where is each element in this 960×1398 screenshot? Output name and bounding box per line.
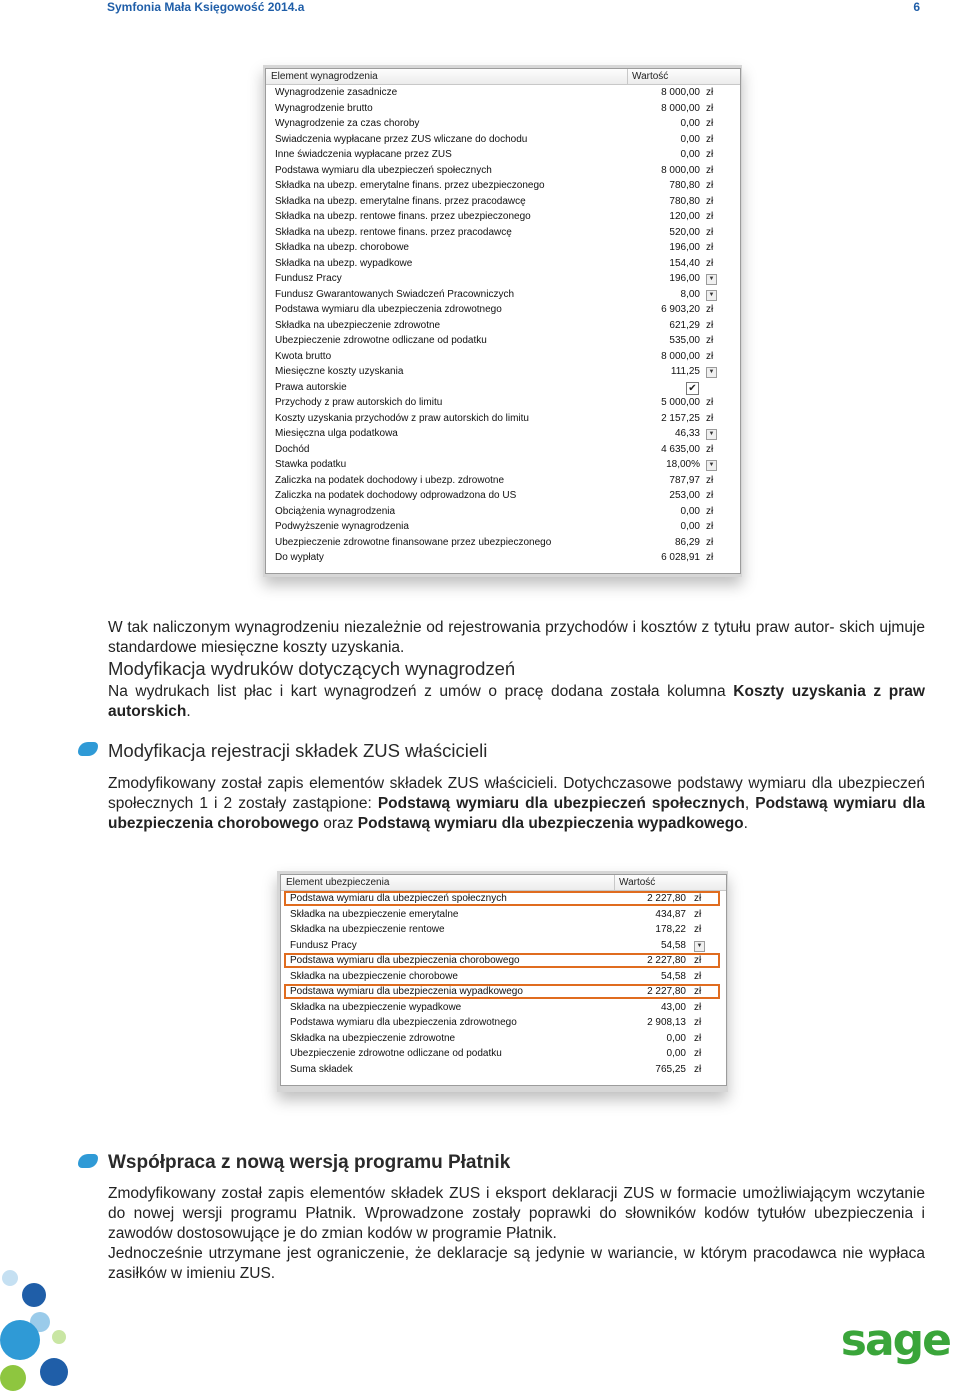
table-row[interactable] xyxy=(266,550,740,566)
row-label: Ubezpieczenie zdrowotne odliczane od podatku xyxy=(275,335,487,347)
row-currency: zł xyxy=(706,412,714,424)
section-title-zus-owners: Modyfikacja rejestracji składek ZUS właścicieli xyxy=(108,740,488,761)
row-label: Miesięczna ulga podatkowa xyxy=(275,428,398,440)
header-title: Symfonia Mała Księgowość 2014.a xyxy=(107,0,305,14)
row-currency: zł xyxy=(706,319,714,331)
table-row[interactable] xyxy=(266,411,740,427)
decor-circle xyxy=(0,1365,26,1391)
paragraph-zus-owners xyxy=(108,774,925,834)
table-row[interactable] xyxy=(281,953,726,969)
chevron-down-icon[interactable]: ▼ xyxy=(706,274,717,285)
row-currency: zł xyxy=(706,443,714,455)
row-value[interactable]: 0,00 xyxy=(680,149,700,161)
table-row[interactable] xyxy=(266,535,740,551)
row-value[interactable]: 54,58 xyxy=(660,939,686,951)
row-currency: zł xyxy=(694,986,702,998)
row-value[interactable]: 196,00 xyxy=(669,242,700,254)
row-currency: zł xyxy=(694,970,702,982)
row-currency: zł xyxy=(694,924,702,936)
row-label: Inne świadczenia wypłacane przez ZUS xyxy=(275,149,452,161)
column-header-element[interactable]: Element wynagrodzenia xyxy=(266,69,628,84)
checkbox[interactable]: ✔ xyxy=(686,382,699,395)
table-row[interactable] xyxy=(281,891,726,907)
table-row[interactable] xyxy=(266,85,740,101)
row-label: Wynagrodzenie brutto xyxy=(275,102,373,114)
row-value[interactable]: 2 227,80 xyxy=(647,893,686,905)
row-value[interactable]: 0,00 xyxy=(680,521,700,533)
row-currency: zł xyxy=(706,536,714,548)
text: , xyxy=(744,795,756,812)
row-value[interactable]: 8,00 xyxy=(680,288,700,300)
row-currency: zł xyxy=(694,955,702,967)
chevron-down-icon[interactable]: ▼ xyxy=(706,429,717,440)
row-value[interactable]: 765,25 xyxy=(655,1063,686,1075)
row-label: Obciążenia wynagrodzenia xyxy=(275,505,396,517)
row-currency: zł xyxy=(706,474,714,486)
row-label: Miesięczne koszty uzyskania xyxy=(275,366,404,378)
row-currency: zł xyxy=(706,350,714,362)
highlight-frame xyxy=(284,984,720,999)
table-row[interactable] xyxy=(281,938,726,954)
decor-circle xyxy=(40,1358,68,1386)
decor-circle xyxy=(22,1283,46,1307)
row-value[interactable]: 787,97 xyxy=(669,474,700,486)
table-row[interactable] xyxy=(266,209,740,225)
row-value[interactable]: 111,25 xyxy=(670,366,700,378)
paragraph-intro: W tak naliczonym wynagrodzeniu niezależnie od rejestrowania przychodów i kosztów z tytułu praw autor- skich ujmuje standardowe miesięczne koszty uzyskania. xyxy=(108,619,925,656)
table-row[interactable] xyxy=(281,1000,726,1016)
row-value[interactable]: 535,00 xyxy=(669,335,700,347)
table-row[interactable] xyxy=(266,380,740,396)
row-currency: zł xyxy=(706,87,714,99)
row-value[interactable]: 18,00% xyxy=(666,459,700,471)
table-row[interactable] xyxy=(266,519,740,535)
table-row[interactable] xyxy=(266,426,740,442)
grid-header xyxy=(281,875,726,891)
table-row[interactable] xyxy=(266,240,740,256)
text: . xyxy=(743,815,748,832)
chevron-down-icon[interactable]: ▼ xyxy=(706,290,717,301)
table-row[interactable] xyxy=(266,473,740,489)
row-currency: zł xyxy=(706,521,714,533)
grid-rows xyxy=(281,891,726,1077)
row-currency: zł xyxy=(706,505,714,517)
table-row[interactable] xyxy=(266,395,740,411)
row-label: Suma składek xyxy=(290,1063,353,1075)
paragraph-platnik-2: Jednocześnie utrzymane jest ograniczenie, że deklaracje są jedynie w wariancie, w którym pracodawca nie wypłaca zasiłków w imieniu ZUS. xyxy=(108,1245,925,1282)
row-currency: zł xyxy=(706,335,714,347)
row-currency: zł xyxy=(706,257,714,269)
row-currency: zł xyxy=(694,1017,702,1029)
decor-circle xyxy=(0,1320,40,1360)
row-label: Składka na ubezp. emerytalne finans. przez ubezpieczonego xyxy=(275,180,545,192)
row-label: Podstawa wymiaru dla ubezpieczeń społecznych xyxy=(275,164,492,176)
table-row[interactable] xyxy=(266,504,740,520)
row-currency: zł xyxy=(706,397,714,409)
row-value[interactable]: 8 000,00 xyxy=(661,164,700,176)
page-header xyxy=(0,0,960,16)
table-row[interactable] xyxy=(266,442,740,458)
row-value[interactable]: 0,00 xyxy=(680,505,700,517)
row-label: Wynagrodzenie za czas choroby xyxy=(275,118,420,130)
row-value[interactable]: 0,00 xyxy=(666,1032,686,1044)
row-label: Prawa autorskie xyxy=(275,381,347,393)
row-value[interactable]: 6 903,20 xyxy=(661,304,700,316)
row-label: Dochód xyxy=(275,443,310,455)
bold-text: Koszty uzyskania z praw autorskich xyxy=(108,683,925,720)
row-label: Składka na ubezpieczenie zdrowotne xyxy=(275,319,441,331)
table-row[interactable] xyxy=(266,271,740,287)
grid-header xyxy=(266,69,740,85)
row-value[interactable]: 0,00 xyxy=(666,1048,686,1060)
row-label: Koszty uzyskania przychodów z praw autorskich do limitu xyxy=(275,412,529,424)
row-label: Do wypłaty xyxy=(275,552,324,564)
row-value[interactable]: 2 908,13 xyxy=(647,1017,686,1029)
row-label: Podstawa wymiaru dla ubezpieczenia chorobowego xyxy=(290,955,520,967)
row-value[interactable]: 8 000,00 xyxy=(661,102,700,114)
row-value[interactable]: 196,00 xyxy=(669,273,700,285)
row-label: Ubezpieczenie zdrowotne odliczane od podatku xyxy=(290,1048,502,1060)
text: Na wydrukach list płac i kart wynagrodzeń z umów o pracę dodana została kolumna xyxy=(108,683,734,700)
highlight-frame xyxy=(284,953,720,968)
row-currency: zł xyxy=(706,195,714,207)
row-value[interactable]: 780,80 xyxy=(669,180,700,192)
table-row[interactable] xyxy=(266,364,740,380)
table-row[interactable] xyxy=(266,302,740,318)
row-label: Składka na ubezp. rentowe finans. przez ubezpieczonego xyxy=(275,211,531,223)
row-value[interactable]: 434,87 xyxy=(655,908,686,920)
column-header-value[interactable]: Wartość xyxy=(619,877,656,888)
row-value[interactable]: 43,00 xyxy=(660,1001,686,1013)
row-label: Kwota brutto xyxy=(275,350,332,362)
highlight-frame xyxy=(284,891,720,906)
row-label: Składka na ubezp. emerytalne finans. przez pracodawcę xyxy=(275,195,526,207)
column-header-element[interactable]: Element ubezpieczenia xyxy=(281,875,615,890)
row-currency: zł xyxy=(706,226,714,238)
row-label: Podwyższenie wynagrodzenia xyxy=(275,521,409,533)
decor-circle xyxy=(52,1330,66,1344)
table-row[interactable] xyxy=(266,163,740,179)
chevron-down-icon[interactable]: ▼ xyxy=(706,460,717,471)
row-value[interactable]: 2 227,80 xyxy=(647,986,686,998)
table-row[interactable] xyxy=(266,147,740,163)
salary-elements-grid xyxy=(265,68,741,574)
row-currency: zł xyxy=(706,490,714,502)
row-label: Przychody z praw autorskich do limitu xyxy=(275,397,443,409)
table-row[interactable] xyxy=(266,457,740,473)
row-label: Zaliczka na podatek dochodowy i ubezp. zdrowotne xyxy=(275,474,505,486)
row-currency: zł xyxy=(706,149,714,161)
row-currency: zł xyxy=(694,1032,702,1044)
table-row[interactable] xyxy=(266,132,740,148)
row-label: Podstawa wymiaru dla ubezpieczenia zdrowotnego xyxy=(275,304,502,316)
row-value[interactable]: 178,22 xyxy=(655,924,686,936)
row-label: Stawka podatku xyxy=(275,459,347,471)
row-value[interactable]: 154,40 xyxy=(669,257,700,269)
text: . xyxy=(186,703,191,720)
row-label: Świadczenia wypłacane przez ZUS wliczane do dochodu xyxy=(275,133,528,145)
row-label: Składka na ubezpieczenie rentowe xyxy=(290,924,445,936)
row-currency: zł xyxy=(706,552,714,564)
row-value[interactable]: 120,00 xyxy=(669,211,700,223)
row-label: Podstawa wymiaru dla ubezpieczeń społecznych xyxy=(290,893,507,905)
table-row[interactable] xyxy=(281,969,726,985)
table-row[interactable] xyxy=(266,318,740,334)
row-label: Składka na ubezpieczenie emerytalne xyxy=(290,908,459,920)
row-currency: zł xyxy=(694,1048,702,1060)
row-currency: zł xyxy=(694,1001,702,1013)
row-value[interactable]: 8 000,00 xyxy=(661,87,700,99)
row-currency: zł xyxy=(694,908,702,920)
column-header-value[interactable]: Wartość xyxy=(632,71,669,82)
bold-text: Podstawą wymiaru dla ubezpieczenia wypadkowego xyxy=(357,815,744,832)
row-currency: zł xyxy=(694,893,702,905)
row-value[interactable]: 46,33 xyxy=(674,428,700,440)
row-value[interactable]: 6 028,91 xyxy=(661,552,700,564)
chevron-down-icon[interactable]: ▼ xyxy=(706,367,717,378)
paragraph-platnik-1: Zmodyfikowany został zapis elementów składek ZUS i eksport deklaracji ZUS w formacie umożliwiającym wczytanie do nowej wersji programu Płatnik. Wprowadzone zostały poprawki do słowników kodów tytułów ubezpieczenia i zawodów dostosowujące je do zmian kodów w programie Płatnik. xyxy=(108,1185,925,1242)
insurance-elements-grid xyxy=(280,874,727,1086)
row-label: Ubezpieczenie zdrowotne finansowane przez ubezpieczonego xyxy=(275,536,552,548)
row-label: Fundusz Pracy xyxy=(290,939,357,951)
table-row[interactable] xyxy=(266,225,740,241)
page-number: 6 xyxy=(913,0,920,14)
table-row[interactable] xyxy=(281,1062,726,1078)
table-row[interactable] xyxy=(266,256,740,272)
table-row[interactable] xyxy=(281,1031,726,1047)
table-row[interactable] xyxy=(266,488,740,504)
row-value[interactable]: 54,58 xyxy=(660,970,686,982)
row-currency: zł xyxy=(706,102,714,114)
row-currency: zł xyxy=(706,242,714,254)
row-value[interactable]: 520,00 xyxy=(669,226,700,238)
row-label: Podstawa wymiaru dla ubezpieczenia wypadkowego xyxy=(290,986,523,998)
table-row[interactable] xyxy=(281,1015,726,1031)
table-row[interactable] xyxy=(266,116,740,132)
row-value[interactable]: 86,29 xyxy=(674,536,700,548)
chevron-down-icon[interactable]: ▼ xyxy=(694,941,705,952)
row-label: Składka na ubezpieczenie zdrowotne xyxy=(290,1032,456,1044)
table-row[interactable] xyxy=(266,101,740,117)
row-value[interactable]: 2 157,25 xyxy=(661,412,700,424)
row-value[interactable]: 621,29 xyxy=(669,319,700,331)
table-row[interactable] xyxy=(281,907,726,923)
row-currency: zł xyxy=(706,164,714,176)
decor-circle xyxy=(2,1270,18,1286)
row-currency: zł xyxy=(706,133,714,145)
bold-text: Podstawą wymiaru dla ubezpieczeń społecznych xyxy=(377,795,745,812)
row-currency: zł xyxy=(706,180,714,192)
row-value[interactable]: 2 227,80 xyxy=(647,955,686,967)
table-row[interactable] xyxy=(281,922,726,938)
row-currency: zł xyxy=(706,304,714,316)
row-value[interactable]: 8 000,00 xyxy=(661,350,700,362)
text: Zmodyfikowany został zapis elementów składek ZUS właścicieli. Dotychczasowe podstawy wymiaru dla ubezpieczeń społecznych 1 i 2 zostały zastąpione: xyxy=(108,775,925,812)
table-row[interactable] xyxy=(266,194,740,210)
row-label: Składka na ubezpieczenie chorobowe xyxy=(290,970,458,982)
row-label: Składka na ubezp. rentowe finans. przez pracodawcę xyxy=(275,226,512,238)
table-row[interactable] xyxy=(281,1046,726,1062)
section-bullet-icon xyxy=(78,1154,98,1168)
row-value[interactable]: 780,80 xyxy=(669,195,700,207)
table-row[interactable] xyxy=(266,349,740,365)
row-label: Składka na ubezp. chorobowe xyxy=(275,242,409,254)
row-label: Wynagrodzenie zasadnicze xyxy=(275,87,398,99)
section-bullet-icon xyxy=(78,742,98,756)
row-label: Podstawa wymiaru dla ubezpieczenia zdrowotnego xyxy=(290,1017,517,1029)
text: oraz xyxy=(319,815,358,832)
table-row[interactable] xyxy=(266,287,740,303)
row-currency: zł xyxy=(706,118,714,130)
table-row[interactable] xyxy=(281,984,726,1000)
row-label: Fundusz Pracy xyxy=(275,273,342,285)
row-label: Składka na ubezpieczenie wypadkowe xyxy=(290,1001,462,1013)
row-value[interactable]: 5 000,00 xyxy=(661,397,700,409)
row-value[interactable]: 4 635,00 xyxy=(661,443,700,455)
row-label: Zaliczka na podatek dochodowy odprowadzona do US xyxy=(275,490,517,502)
bold-text: Podstawą wymiaru dla ubezpieczenia chorobowego xyxy=(108,795,925,832)
row-label: Składka na ubezp. wypadkowe xyxy=(275,257,413,269)
paragraph-printouts xyxy=(108,682,925,722)
row-value[interactable]: 253,00 xyxy=(669,490,700,502)
row-currency: zł xyxy=(694,1063,702,1075)
table-row[interactable] xyxy=(266,333,740,349)
section-title-printouts: Modyfikacja wydruków dotyczących wynagrodzeń xyxy=(108,658,516,679)
row-currency: zł xyxy=(706,211,714,223)
section-title-platnik: Współpraca z nową wersją programu Płatnik xyxy=(108,1152,511,1173)
grid-rows xyxy=(266,85,740,566)
row-label: Fundusz Gwarantowanych Świadczeń Pracowniczych xyxy=(275,288,514,300)
row-value[interactable]: 0,00 xyxy=(680,118,700,130)
row-value[interactable]: 0,00 xyxy=(680,133,700,145)
table-row[interactable] xyxy=(266,178,740,194)
sage-logo: sage xyxy=(840,1315,950,1366)
